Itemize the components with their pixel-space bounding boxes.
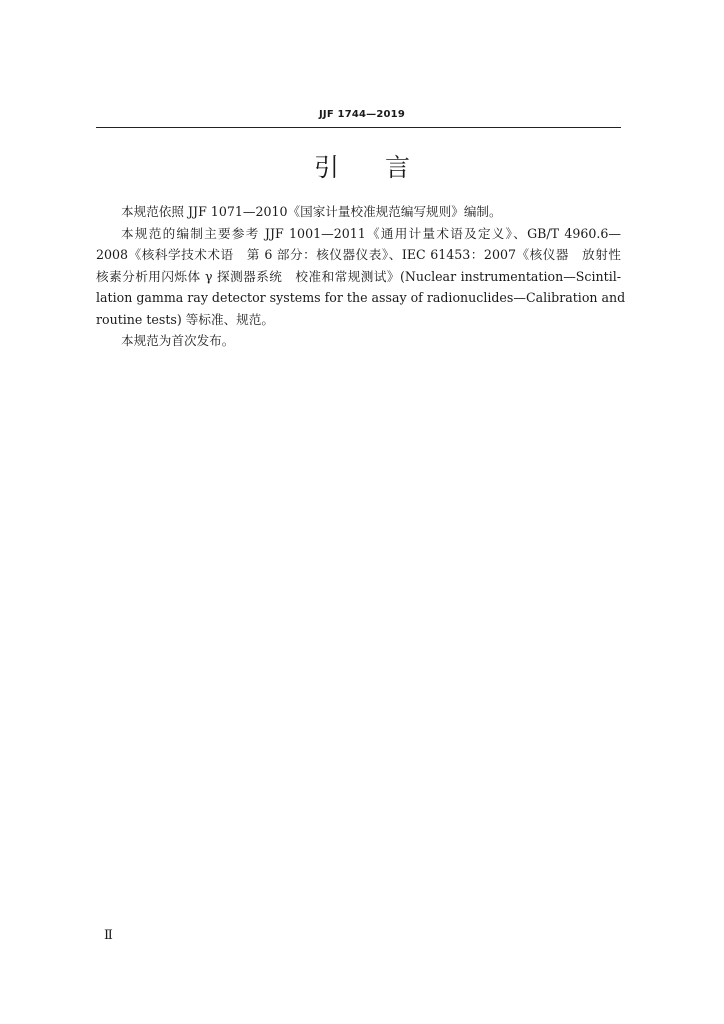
title-char-2: 言 bbox=[385, 153, 411, 182]
paragraph-3-line-1: 本规范为首次发布。 bbox=[121, 333, 235, 348]
paragraph-2-line-5: routine tests) 等标准、规范。 bbox=[96, 311, 274, 327]
paragraph-3 bbox=[96, 330, 621, 352]
page-number: Ⅱ bbox=[104, 928, 113, 943]
standard-code: JJF 1744—2019 bbox=[318, 109, 406, 120]
section-title bbox=[0, 153, 724, 183]
paragraph-2-line-1: 本规范的编制主要参考 JJF 1001—2011《通用计量术语及定义》、GB/T 4960.6— bbox=[121, 225, 621, 241]
body-text bbox=[96, 201, 626, 352]
paragraph-2 bbox=[96, 223, 626, 331]
paragraph-2-line-3: 核素分析用闪烁体 γ 探测器系统 校准和常规测试》(Nuclear instrumentation—Scintil- bbox=[96, 268, 621, 284]
running-header bbox=[0, 109, 724, 120]
title-char-1: 引 bbox=[313, 153, 339, 182]
paragraph-1-line-1: 本规范依照 JJF 1071—2010《国家计量校准规范编写规则》编制。 bbox=[121, 204, 502, 219]
paragraph-1 bbox=[96, 201, 621, 223]
header-rule bbox=[96, 127, 621, 128]
paragraph-2-line-4: lation gamma ray detector systems for the assay of radionuclides—Calibration and bbox=[96, 290, 626, 305]
paragraph-2-line-2: 2008《核科学技术术语 第 6 部分：核仪器仪表》、IEC 61453：2007《核仪器 放射性 bbox=[96, 247, 621, 262]
